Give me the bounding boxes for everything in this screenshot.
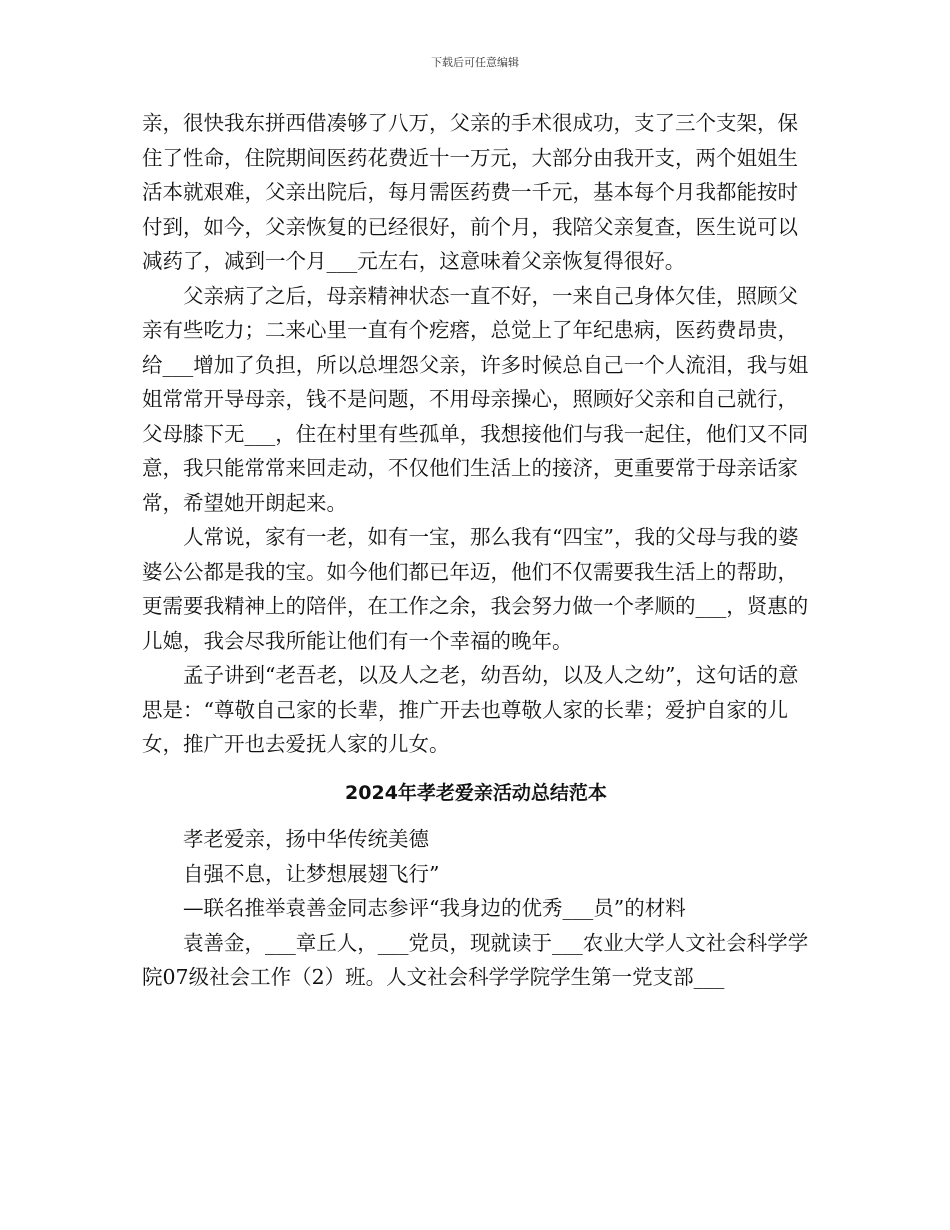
paragraph: 袁善金，___章丘人，___党员，现就读于___农业大学人文社会科学学院07级社会工作（2）班。人文社会科学学院学生第一党支部___	[142, 930, 809, 989]
paragraph: 孟子讲到“老吾老，以及人之老，幼吾幼，以及人之幼”，这句话的意思是：“尊敬自己家的长辈，推广开去也尊敬人家的长辈；爱护自家的儿女，推广开也去爱抚人家的儿女。	[142, 663, 799, 756]
paragraph: 亲，很快我东拼西借凑够了八万，父亲的手术很成功，支了三个支架，保住了性命，住院期间医药花费近十一万元，大部分由我开支，两个姐姐生活本就艰难，父亲出院后，每月需医药费一千元，基本每个月我都能按时付到，如今，父亲恢复的已经很好，前个月，我陪父亲复查，医生说可以减药了，减到一个月___元左右，这意味着父亲恢复得很好。	[142, 111, 798, 273]
paragraph: 孝老爱亲，扬中华传统美德	[183, 827, 429, 851]
paragraph: 父亲病了之后，母亲精神状态一直不好，一来自己身体欠佳，照顾父亲有些吃力；二来心里一直有个疙瘩，总觉上了年纪患病，医药费昂贵，给___增加了负担，所以总埋怨父亲，许多时候总自己一个人流泪，我与姐姐常常开导母亲，钱不是问题，不用母亲操心，照顾好父亲和自己就行，父母膝下无___，住在村里有些孤单，我想接他们与我一起住，他们又不同意，我只能常常来回走动，不仅他们生活上的接济，更重要常于母亲话家常，希望她开朗起来。	[142, 283, 809, 515]
paragraph: —联名推举袁善金同志参评“我身边的优秀___员”的材料	[183, 896, 686, 920]
section-title: 2024年孝老爱亲活动总结范本	[345, 781, 607, 804]
paragraph: 自强不息，让梦想展翅飞行”	[183, 861, 440, 886]
paragraph: 人常说，家有一老，如有一宝，那么我有“四宝”，我的父母与我的婆婆公公都是我的宝。如今他们都已年迈，他们不仅需要我生活上的帮助，更需要我精神上的陪伴，在工作之余，我会努力做一个孝顺的___，贤惠的儿媳，我会尽我所能让他们有一个幸福的晚年。	[142, 525, 809, 653]
document-body	[142, 106, 810, 995]
page-header: 下载后可任意编辑	[431, 56, 519, 69]
